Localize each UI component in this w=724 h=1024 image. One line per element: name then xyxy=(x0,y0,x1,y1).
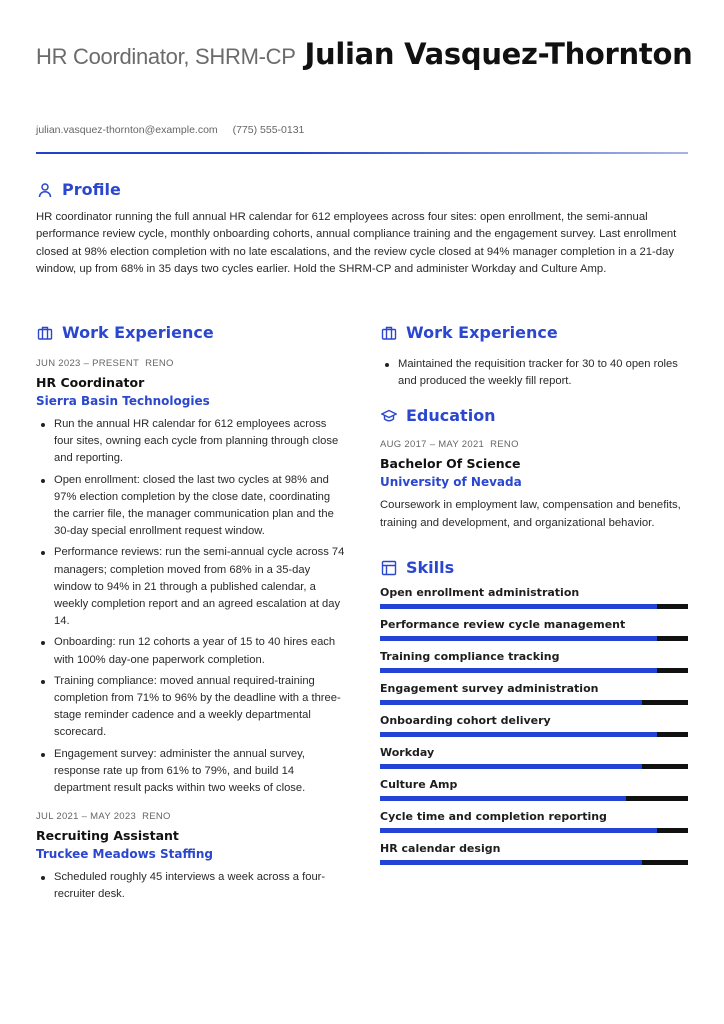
skill-label: Workday xyxy=(380,746,435,759)
skill-level-fill xyxy=(380,764,642,769)
skill-label: Open enrollment administration xyxy=(380,586,580,599)
job-location: RENO xyxy=(145,358,174,369)
skill-item xyxy=(380,778,688,801)
skill-label: Performance review cycle management xyxy=(380,618,626,631)
education-location: RENO xyxy=(490,439,519,451)
skill-item xyxy=(380,714,688,737)
skill-label: Culture Amp xyxy=(380,778,458,791)
education-heading-label: Education xyxy=(406,406,496,426)
skills-list xyxy=(380,586,688,865)
skill-level-bar xyxy=(380,828,688,833)
skill-item xyxy=(380,650,688,673)
contact-line xyxy=(36,124,316,136)
work-experience-continued-label: Work Experience xyxy=(406,323,558,342)
job-location: RENO xyxy=(142,811,171,823)
job-bullets-continued xyxy=(380,356,688,390)
list-item: Engagement survey: administer the annual survey, response rate up from 61% to 79%, and build 14 department result packs within two weeks of close. xyxy=(36,746,348,798)
skills-heading xyxy=(380,558,688,577)
skill-level-fill xyxy=(380,700,642,705)
profile-section xyxy=(36,180,688,278)
education-dates: AUG 2017 – MAY 2021 xyxy=(380,439,485,451)
skill-label: Training compliance tracking xyxy=(380,650,560,663)
briefcase-icon xyxy=(36,324,54,342)
education-meta xyxy=(380,439,688,450)
job-title-headline: HR Coordinator, SHRM-CP xyxy=(36,44,296,69)
skill-level-fill xyxy=(380,732,657,737)
email-text: julian.vasquez-thornton@example.com xyxy=(36,124,218,136)
job-dates: JUN 2023 – PRESENT xyxy=(36,358,140,369)
profile-summary: HR coordinator running the full annual HR calendar for 612 employees across four sites: open enrollment, the semi-annual performance review cycle, monthly onboarding cohorts, annual compliance training and the engagement survey. Last enrollment closed at 98% election completion with no late escalations, and the review cycle closed at 94% manager completion in a 21-day window, up from 68% in 35 days two cycles earlier. Hold the SHRM-CP and administer Workday and Culture Amp. xyxy=(36,211,677,275)
left-column xyxy=(36,323,348,908)
skill-item xyxy=(380,810,688,833)
skill-item xyxy=(380,682,688,705)
skill-item xyxy=(380,842,688,865)
user-icon xyxy=(36,181,54,199)
school-name: University of Nevada xyxy=(380,475,522,490)
skill-level-bar xyxy=(380,796,688,801)
skill-level-fill xyxy=(380,796,626,801)
right-column xyxy=(380,323,688,865)
job-meta xyxy=(36,358,348,369)
skill-level-bar xyxy=(380,860,688,865)
skill-level-fill xyxy=(380,828,657,833)
skill-level-fill xyxy=(380,860,642,865)
profile-heading xyxy=(36,180,688,199)
skill-level-bar xyxy=(380,636,688,641)
resume-header xyxy=(36,36,696,75)
skill-level-bar xyxy=(380,764,688,769)
candidate-name: Julian Vasquez-Thornton xyxy=(304,37,693,71)
skills-heading-label: Skills xyxy=(406,558,455,577)
skill-level-bar xyxy=(380,668,688,673)
name-line xyxy=(36,36,696,75)
job-dates: JUL 2021 – MAY 2023 xyxy=(36,811,137,823)
education-entry xyxy=(380,439,688,532)
work-experience-heading-label: Work Experience xyxy=(62,323,214,342)
skill-item xyxy=(380,746,688,769)
graduation-cap-icon xyxy=(380,407,398,425)
skill-label: Cycle time and completion reporting xyxy=(380,810,607,823)
job-title: Recruiting Assistant xyxy=(36,828,179,844)
phone-text: (775) 555-0131 xyxy=(232,124,305,136)
list-item: Open enrollment: closed the last two cycles at 98% and 97% election completion by the close date, coordinating the carrier file, the manager communication plan and the 30-day special enrollment request window. xyxy=(36,472,348,541)
job-entry-1 xyxy=(36,358,348,797)
list-item: Maintained the requisition tracker for 30 to 40 open roles and produced the weekly fill report. xyxy=(380,356,688,390)
skill-label: HR calendar design xyxy=(380,842,501,855)
skill-level-fill xyxy=(380,604,657,609)
list-item: Scheduled roughly 45 interviews a week across a four-recruiter desk. xyxy=(36,869,348,903)
job-title: HR Coordinator xyxy=(36,375,145,390)
layout-icon xyxy=(380,559,398,577)
list-item: Performance reviews: run the semi-annual cycle across 74 managers; completion moved from 68% in a 35-day window to 94% in 21 through a published calendar, a weekly completion report and an agreed escalation at day 14. xyxy=(36,544,348,630)
skill-level-fill xyxy=(380,636,657,641)
skill-level-bar xyxy=(380,604,688,609)
skill-level-bar xyxy=(380,700,688,705)
work-experience-continued-heading xyxy=(380,323,688,342)
work-experience-heading xyxy=(36,323,348,342)
skill-level-fill xyxy=(380,668,657,673)
list-item: Run the annual HR calendar for 612 employees across four sites, owning each cycle from planning through close and reporting. xyxy=(36,416,348,468)
header-divider xyxy=(36,152,688,154)
skill-label: Engagement survey administration xyxy=(380,682,599,695)
job-bullets xyxy=(36,416,348,797)
skill-item xyxy=(380,586,688,609)
employer-name: Sierra Basin Technologies xyxy=(36,394,210,408)
skill-item xyxy=(380,618,688,641)
job-entry-2 xyxy=(36,811,348,903)
skill-label: Onboarding cohort delivery xyxy=(380,714,551,727)
job-bullets xyxy=(36,869,348,903)
briefcase-icon xyxy=(380,324,398,342)
list-item: Onboarding: run 12 cohorts a year of 15 to 40 hires each with 100% day-one paperwork completion. xyxy=(36,634,348,668)
profile-heading-label: Profile xyxy=(62,180,121,199)
education-description: Coursework in employment law, compensation and benefits, training and development, and organizational behavior. xyxy=(380,499,681,529)
job-meta xyxy=(36,811,348,822)
skill-level-bar xyxy=(380,732,688,737)
degree-title: Bachelor Of Science xyxy=(380,456,521,472)
education-heading xyxy=(380,406,688,425)
employer-name: Truckee Meadows Staffing xyxy=(36,847,213,862)
list-item: Training compliance: moved annual required-training completion from 71% to 96% by the deadline with a three-stage reminder cadence and a weekly departmental scorecard. xyxy=(36,673,348,742)
